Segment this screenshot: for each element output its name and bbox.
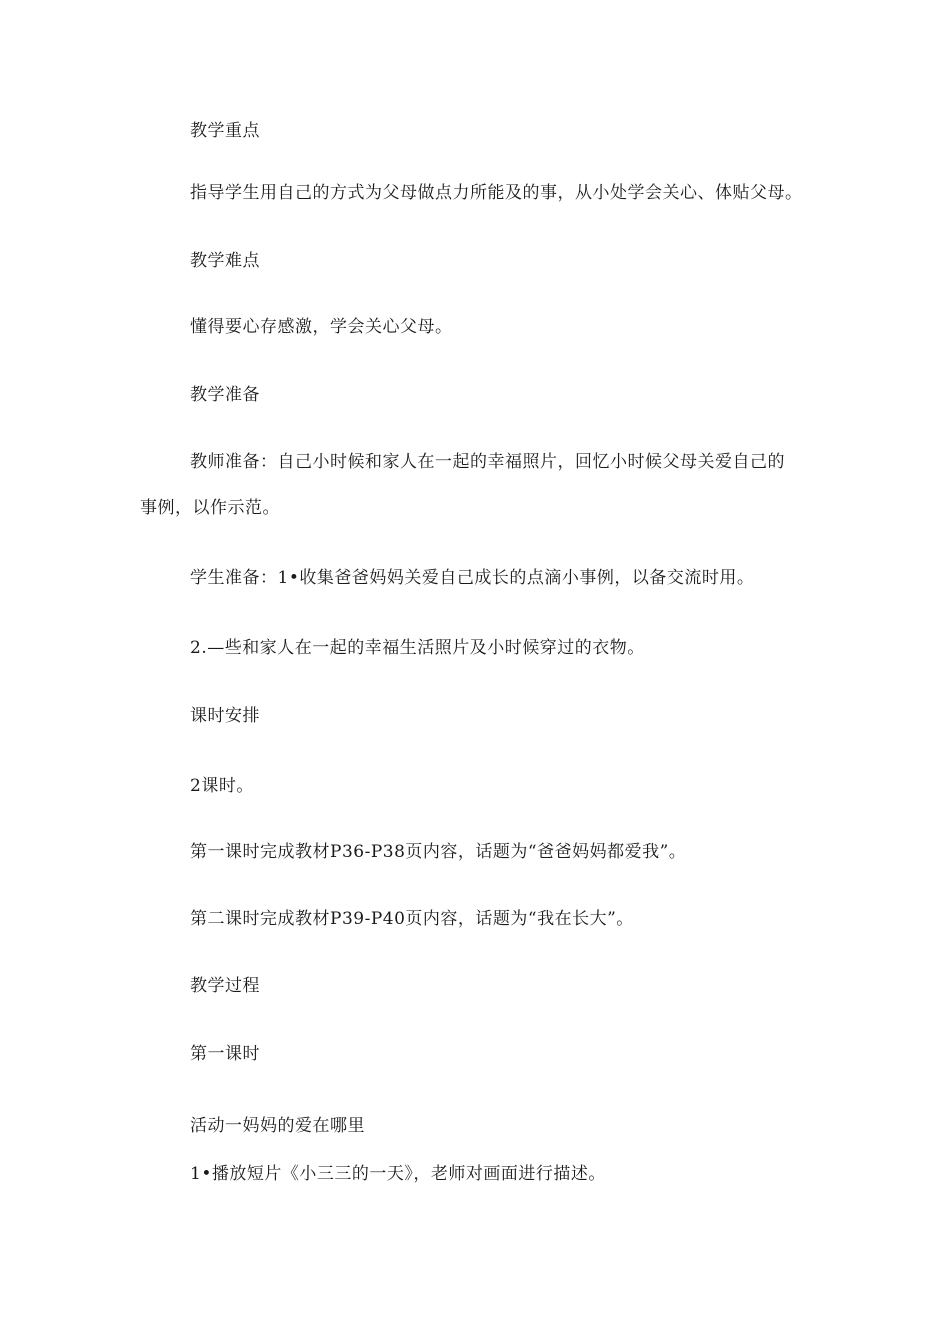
paragraph-second-lesson-plan: 第二课时完成教材P39-P40页内容，话题为“我在长大”。: [190, 909, 634, 929]
heading-teaching-preparation: 教学准备: [190, 385, 260, 405]
heading-teaching-focus: 教学重点: [190, 121, 260, 141]
paragraph-first-lesson-plan: 第一课时完成教材P36-P38页内容，话题为“爸爸妈妈都爱我”。: [190, 842, 687, 862]
paragraph-teaching-difficulty: 懂得要心存感激，学会关心父母。: [190, 317, 453, 337]
heading-first-lesson: 第一课时: [190, 1044, 260, 1064]
paragraph-student-preparation-1: 学生准备：1•收集爸爸妈妈关爱自己成长的点滴小事例，以备交流时用。: [190, 568, 755, 588]
heading-teaching-process: 教学过程: [190, 976, 260, 996]
paragraph-class-count: 2课时。: [190, 776, 254, 796]
heading-activity-one: 活动一妈妈的爱在哪里: [190, 1116, 365, 1136]
heading-teaching-difficulty: 教学难点: [190, 251, 260, 271]
paragraph-teacher-preparation-continued: 事例，以作示范。: [140, 498, 280, 518]
paragraph-student-preparation-2: 2.—些和家人在一起的幸福生活照片及小时候穿过的衣物。: [190, 638, 645, 658]
paragraph-teacher-preparation: 教师准备：自己小时候和家人在一起的幸福照片，回忆小时候父母关爱自己的: [190, 452, 785, 472]
heading-class-schedule: 课时安排: [190, 706, 260, 726]
paragraph-teaching-focus: 指导学生用自己的方式为父母做点力所能及的事，从小处学会关心、体贴父母。: [190, 183, 803, 203]
paragraph-activity-one-step-1: 1•播放短片《小三三的一天》，老师对画面进行描述。: [190, 1164, 606, 1184]
